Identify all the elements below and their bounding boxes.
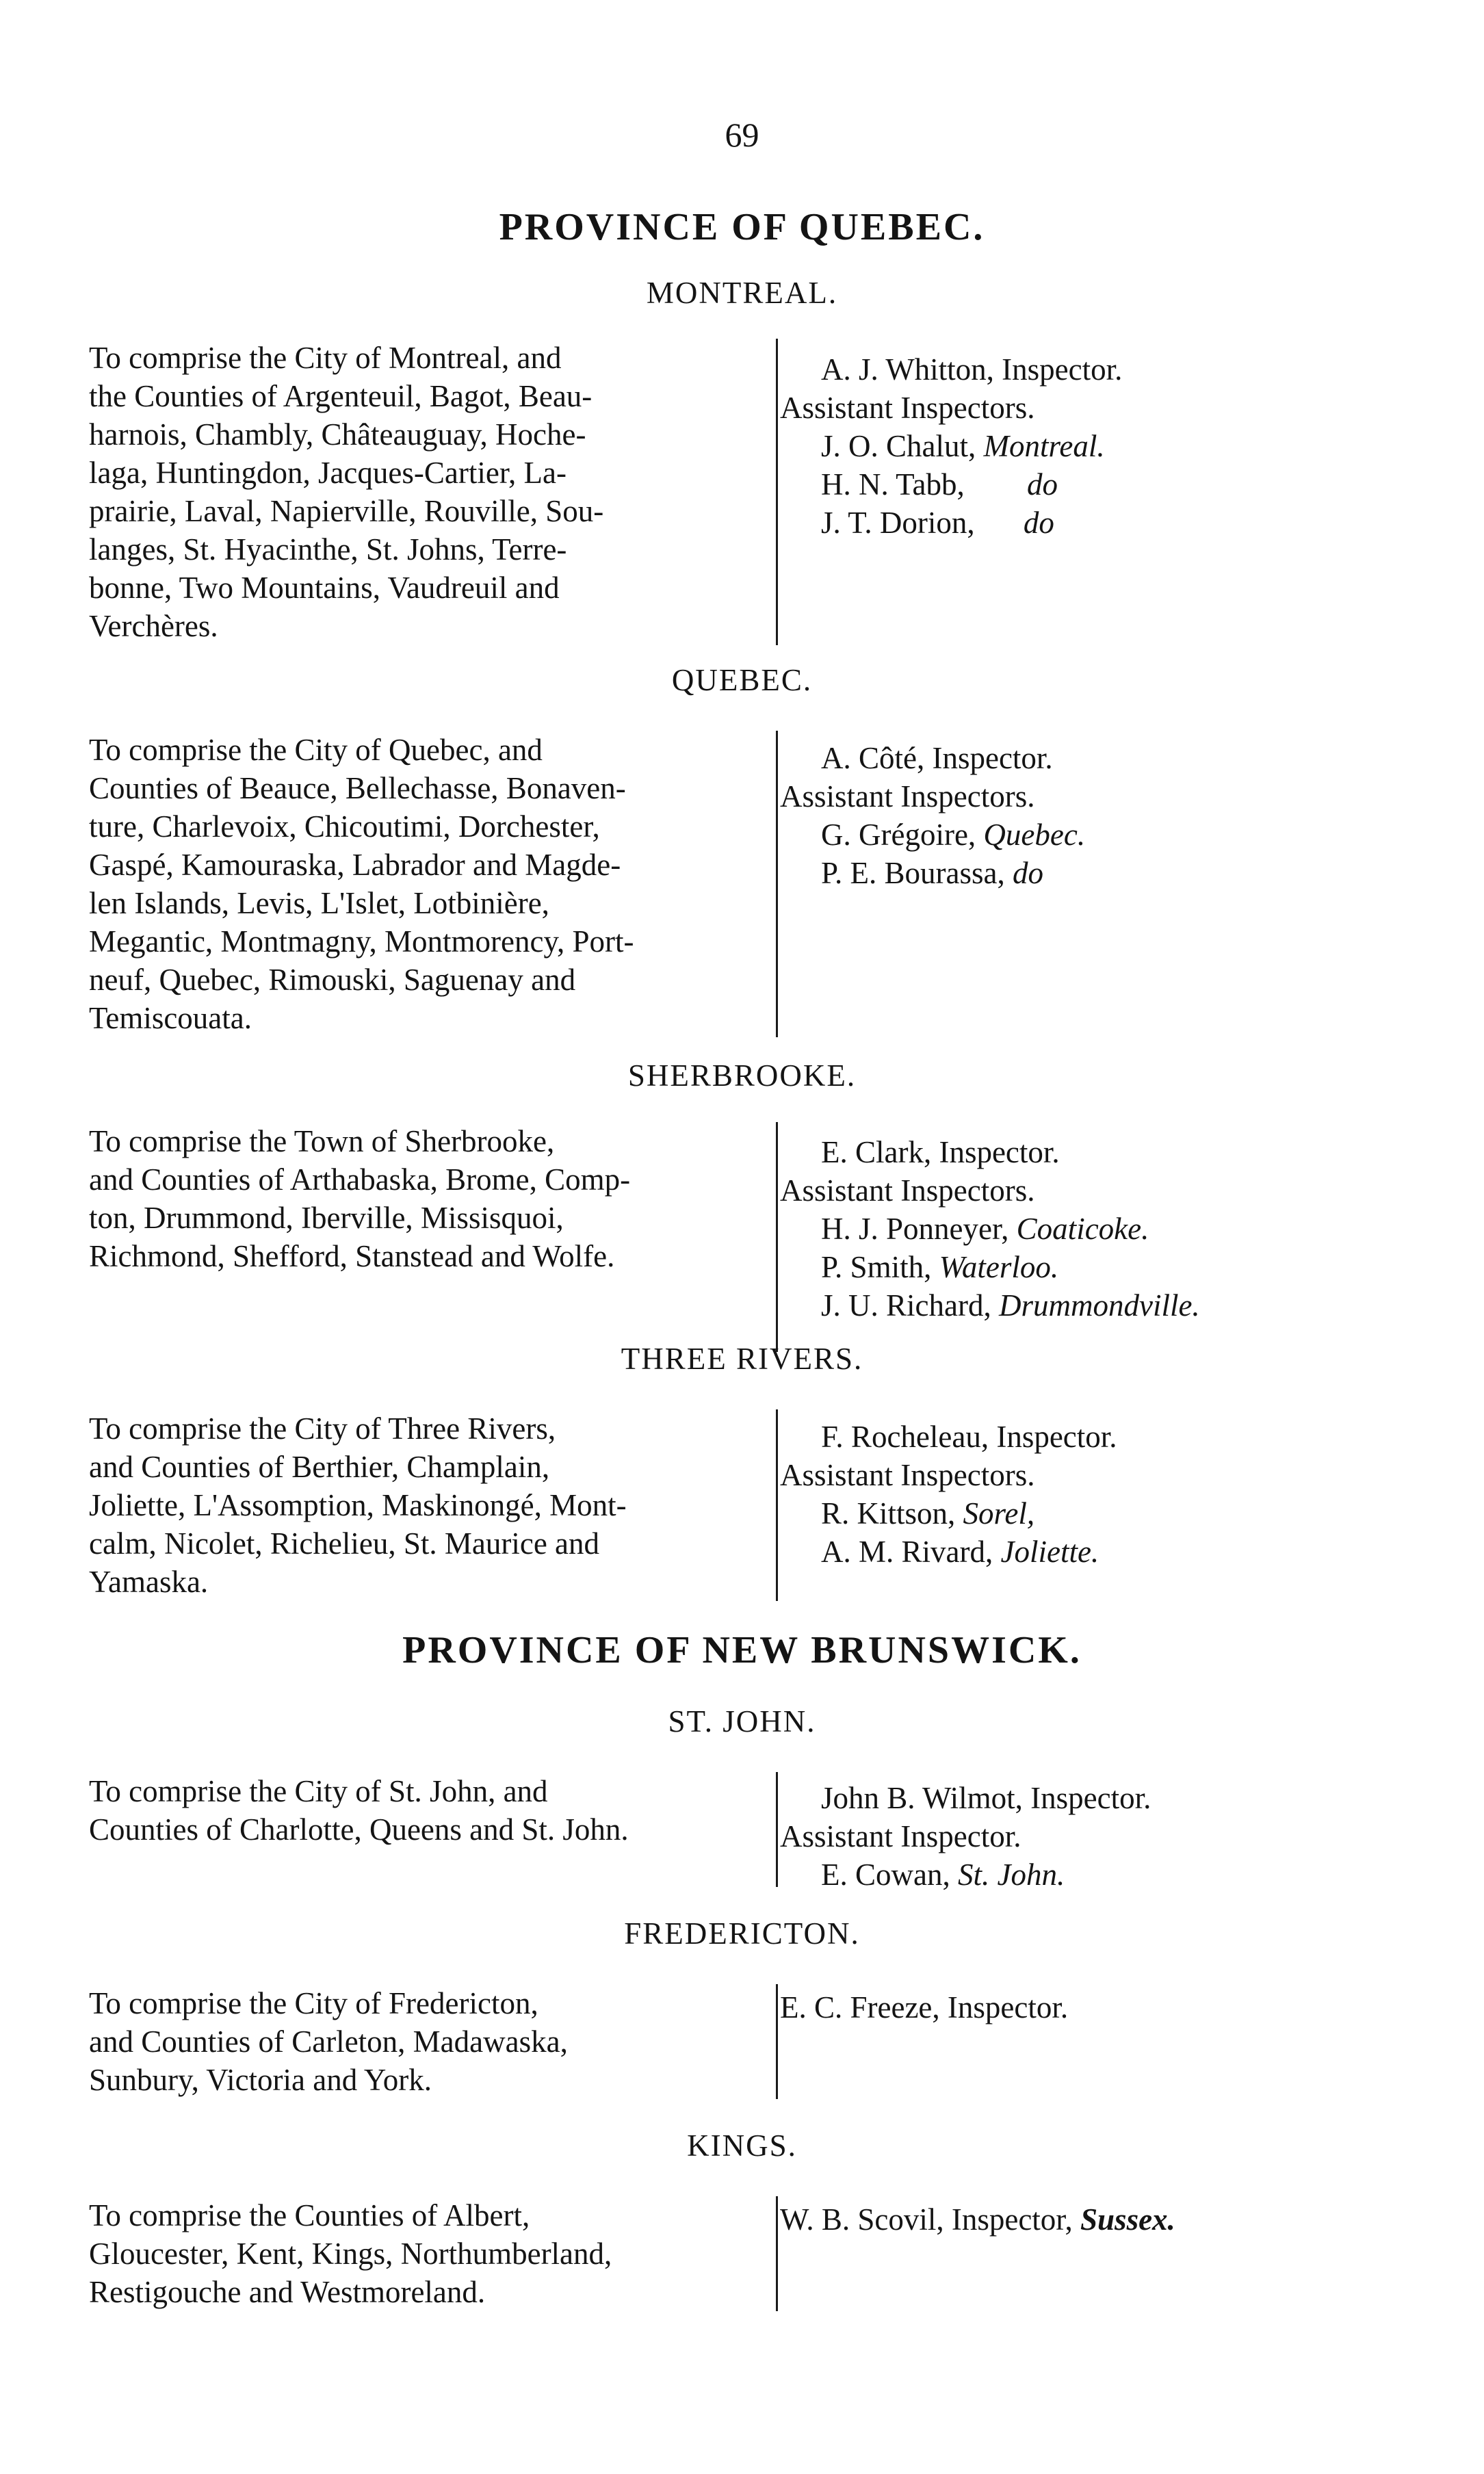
description-line: Counties of Charlotte, Queens and St. John.: [89, 1812, 629, 1847]
district-officers-sherbrooke: [780, 1133, 1464, 1325]
description-line: laga, Huntingdon, Jacques-Cartier, La-: [89, 456, 567, 490]
district-officers-three-rivers: [780, 1418, 1464, 1571]
district-title-st-john: ST. JOHN.: [668, 1704, 816, 1739]
description-line: len Islands, Levis, L'Islet, Lotbinière,: [89, 886, 549, 920]
description-line: Temiscouata.: [89, 1001, 252, 1035]
assistant-inspector-entry: E. Cowan, St. John.: [821, 1858, 1065, 1892]
description-line: Yamaska.: [89, 1565, 209, 1599]
district-officers-st-john: [780, 1779, 1464, 1894]
district-officers-kings: [780, 2200, 1464, 2239]
description-line: neuf, Quebec, Rimouski, Saguenay and: [89, 963, 576, 997]
inspector-entry: W. B. Scovil, Inspector, Sussex.: [780, 2202, 1175, 2237]
district-description-st-john: [89, 1772, 778, 1887]
assistant-inspector-heading: Assistant Inspector.: [780, 1819, 1021, 1853]
inspector-entry: A. J. Whitton, Inspector.: [821, 352, 1123, 387]
description-line: To comprise the Town of Sherbrooke,: [89, 1124, 555, 1158]
district-title-montreal: MONTREAL.: [646, 276, 838, 310]
description-line: calm, Nicolet, Richelieu, St. Maurice and: [89, 1526, 600, 1561]
description-line: Richmond, Shefford, Stanstead and Wolfe.: [89, 1239, 615, 1273]
assistant-inspector-entry: J. T. Dorion, do: [821, 506, 1054, 540]
assistant-inspector-entry: H. J. Ponneyer, Coaticoke.: [821, 1212, 1149, 1246]
district-title-sherbrooke: SHERBROOKE.: [627, 1058, 857, 1093]
district-title-fredericton: FREDERICTON.: [624, 1916, 860, 1951]
description-line: langes, St. Hyacinthe, St. Johns, Terre-: [89, 532, 567, 567]
description-line: To comprise the City of St. John, and: [89, 1774, 548, 1808]
description-line: the Counties of Argenteuil, Bagot, Beau-: [89, 379, 593, 413]
district-title-three-rivers: THREE RIVERS.: [621, 1342, 863, 1376]
province-title-quebec: PROVINCE OF QUEBEC.: [499, 206, 985, 248]
description-line: ture, Charlevoix, Chicoutimi, Dorchester,: [89, 809, 600, 844]
district-description-sherbrooke: [89, 1122, 778, 1352]
description-line: To comprise the City of Quebec, and: [89, 733, 543, 767]
description-line: and Counties of Carleton, Madawaska,: [89, 2024, 568, 2059]
assistant-inspector-entry: R. Kittson, Sorel,: [821, 1496, 1035, 1531]
description-line: To comprise the Counties of Albert,: [89, 2198, 530, 2232]
district-officers-quebec: [780, 739, 1464, 892]
inspector-entry: John B. Wilmot, Inspector.: [821, 1781, 1151, 1815]
assistant-inspector-entry: J. U. Richard, Drummondville.: [821, 1288, 1200, 1323]
description-line: Verchères.: [89, 609, 218, 643]
inspector-entry: E. C. Freeze, Inspector.: [780, 1990, 1069, 2024]
description-line: Gloucester, Kent, Kings, Northumberland,: [89, 2237, 612, 2271]
assistant-inspectors-heading: Assistant Inspectors.: [780, 779, 1035, 813]
district-description-kings: [89, 2196, 778, 2311]
inspector-entry: A. Côté, Inspector.: [821, 741, 1053, 775]
district-description-quebec: [89, 731, 778, 1037]
assistant-inspector-entry: A. M. Rivard, Joliette.: [821, 1535, 1099, 1569]
description-line: Gaspé, Kamouraska, Labrador and Magde-: [89, 848, 621, 882]
description-line: Counties of Beauce, Bellechasse, Bonaven-: [89, 771, 626, 805]
district-officers-montreal: [780, 350, 1464, 542]
province-title-new-brunswick: PROVINCE OF NEW BRUNSWICK.: [402, 1629, 1082, 1671]
description-line: ton, Drummond, Iberville, Missisquoi,: [89, 1201, 564, 1235]
description-line: harnois, Chambly, Châteauguay, Hoche-: [89, 417, 586, 452]
district-title-kings: KINGS.: [687, 2128, 797, 2163]
page-number: 69: [725, 116, 759, 154]
assistant-inspectors-heading: Assistant Inspectors.: [780, 391, 1035, 425]
description-line: Joliette, L'Assomption, Maskinongé, Mont-: [89, 1488, 627, 1522]
district-description-montreal: [89, 339, 778, 645]
description-line: Restigouche and Westmoreland.: [89, 2275, 486, 2309]
assistant-inspector-entry: P. E. Bourassa, do: [821, 856, 1043, 890]
assistant-inspector-entry: P. Smith, Waterloo.: [821, 1250, 1059, 1284]
description-line: bonne, Two Mountains, Vaudreuil and: [89, 571, 560, 605]
assistant-inspector-entry: G. Grégoire, Quebec.: [821, 818, 1086, 852]
description-line: and Counties of Berthier, Champlain,: [89, 1450, 550, 1484]
description-line: prairie, Laval, Napierville, Rouville, Sou-: [89, 494, 604, 528]
inspector-entry: E. Clark, Inspector.: [821, 1135, 1060, 1169]
inspector-entry: F. Rocheleau, Inspector.: [821, 1420, 1117, 1454]
description-line: To comprise the City of Fredericton,: [89, 1986, 538, 2020]
district-title-quebec: QUEBEC.: [671, 663, 813, 697]
description-line: and Counties of Arthabaska, Brome, Comp-: [89, 1162, 631, 1197]
assistant-inspectors-heading: Assistant Inspectors.: [780, 1173, 1035, 1208]
description-spacer: [89, 1849, 759, 1887]
description-line: To comprise the City of Montreal, and: [89, 341, 562, 375]
description-line: Sunbury, Victoria and York.: [89, 2063, 432, 2097]
assistant-inspector-entry: J. O. Chalut, Montreal.: [821, 429, 1105, 463]
district-description-fredericton: [89, 1984, 778, 2099]
assistant-inspector-entry: H. N. Tabb, do: [821, 467, 1058, 502]
description-line: To comprise the City of Three Rivers,: [89, 1411, 556, 1446]
assistant-inspectors-heading: Assistant Inspectors.: [780, 1458, 1035, 1492]
district-officers-fredericton: [780, 1988, 1464, 2027]
district-description-three-rivers: [89, 1409, 778, 1601]
description-line: Megantic, Montmagny, Montmorency, Port-: [89, 924, 634, 959]
